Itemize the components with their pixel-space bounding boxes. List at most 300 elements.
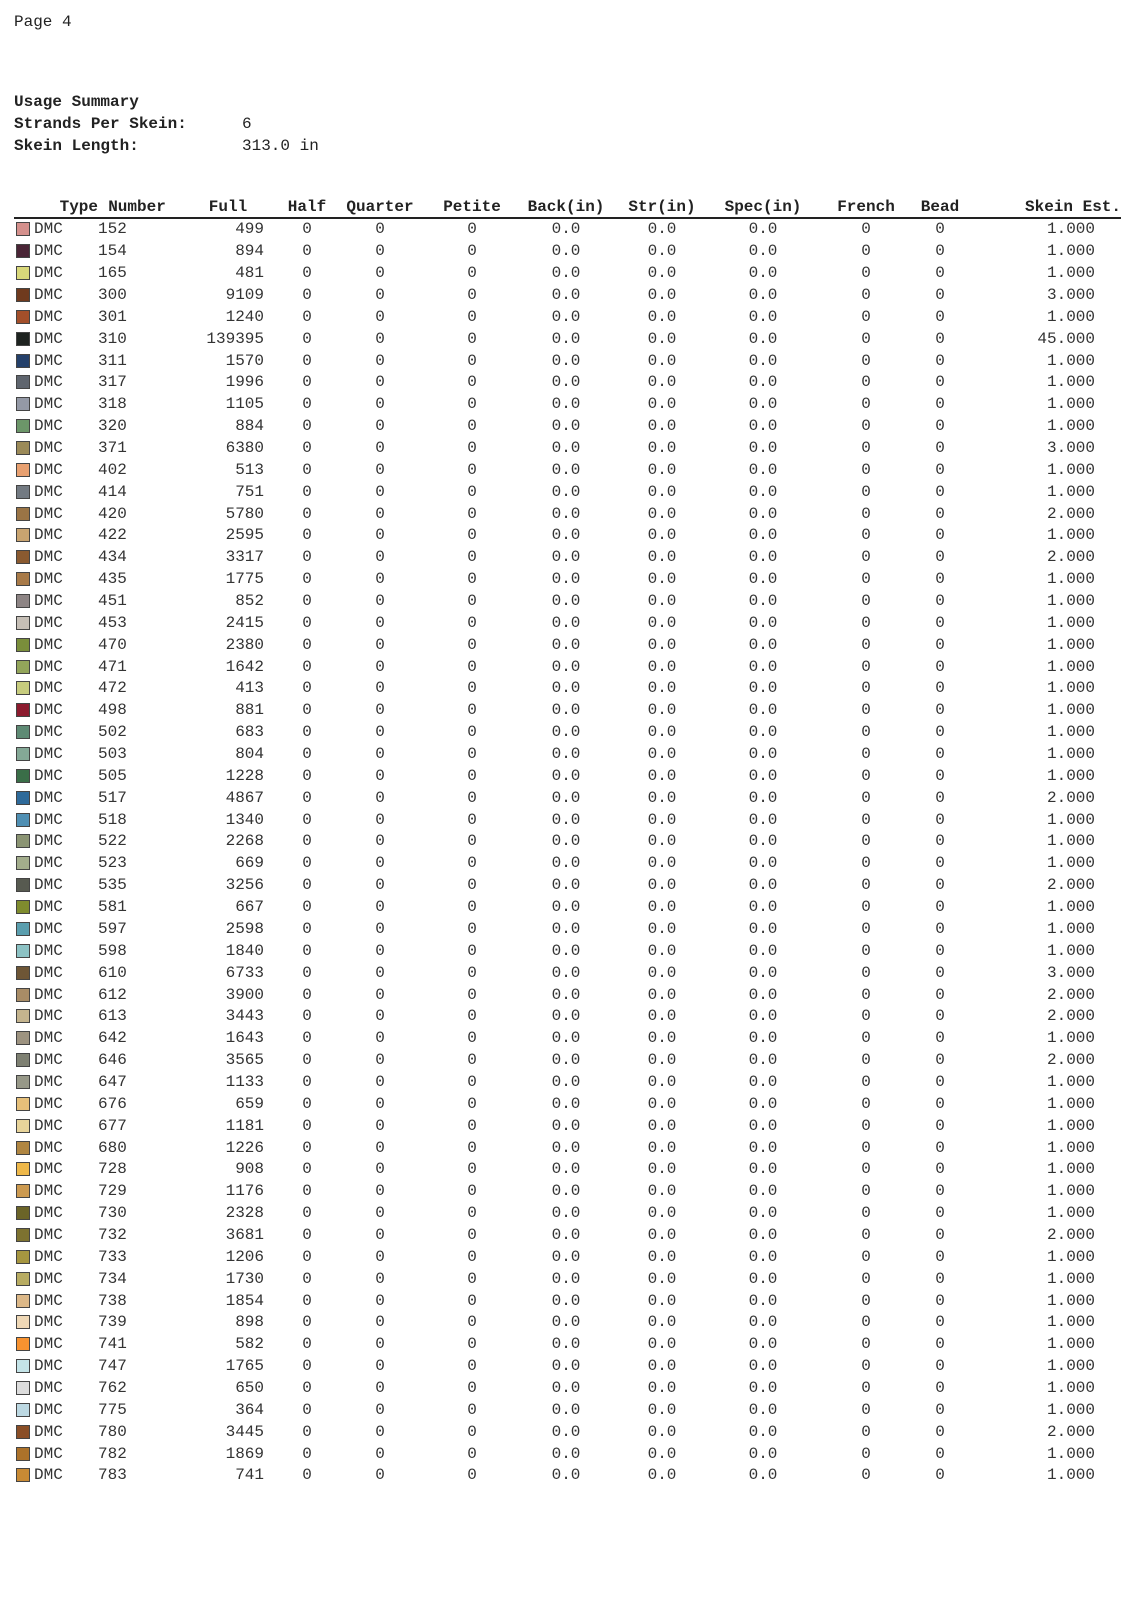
cell-skein-est: 2.000	[1046, 985, 1095, 1004]
type-label: DMC	[34, 723, 63, 742]
color-swatch-icon	[16, 244, 30, 258]
cell-petite: 0	[467, 788, 477, 807]
cell-skein-est: 3.000	[1046, 439, 1095, 458]
cell-quarter: 0	[375, 635, 385, 654]
cell-half: 0	[302, 264, 312, 283]
cell-number: 613	[98, 1007, 127, 1026]
color-swatch-icon	[16, 1447, 30, 1461]
color-swatch-icon	[16, 660, 30, 674]
cell-french: 0	[861, 1051, 871, 1070]
cell-french: 0	[861, 745, 871, 764]
cell-petite: 0	[467, 1466, 477, 1485]
cell-quarter: 0	[375, 1291, 385, 1310]
type-label: DMC	[34, 220, 63, 239]
type-label: DMC	[34, 1378, 63, 1397]
cell-back: 0.0	[551, 701, 581, 720]
cell-full: 1642	[225, 657, 264, 676]
cell-french: 0	[861, 1007, 871, 1026]
cell-number: 310	[98, 329, 127, 348]
cell-spec: 0.0	[748, 854, 778, 873]
cell-french: 0	[861, 1313, 871, 1332]
type-label: DMC	[34, 810, 63, 829]
cell-type	[14, 940, 98, 962]
table-row	[14, 372, 1121, 394]
cell-spec: 0.0	[748, 1204, 778, 1223]
type-label: DMC	[34, 395, 63, 414]
color-swatch-icon	[16, 1228, 30, 1242]
cell-half: 0	[302, 1444, 312, 1463]
cell-spec: 0.0	[748, 570, 778, 589]
cell-quarter: 0	[375, 373, 385, 392]
cell-type	[14, 1225, 98, 1247]
cell-full: 513	[235, 460, 264, 479]
color-swatch-icon	[16, 397, 30, 411]
cell-spec: 0.0	[748, 1444, 778, 1463]
cell-half: 0	[302, 1225, 312, 1244]
cell-number: 610	[98, 963, 127, 982]
cell-type	[14, 503, 98, 525]
cell-type	[14, 831, 98, 853]
type-label: DMC	[34, 264, 63, 283]
cell-str: 0.0	[647, 439, 677, 458]
cell-french: 0	[861, 264, 871, 283]
cell-type	[14, 1093, 98, 1115]
cell-type	[14, 1181, 98, 1203]
table-row	[14, 394, 1121, 416]
cell-type	[14, 1290, 98, 1312]
cell-french: 0	[861, 373, 871, 392]
cell-half: 0	[302, 1313, 312, 1332]
cell-full: 1228	[225, 766, 264, 785]
color-swatch-icon	[16, 1031, 30, 1045]
cell-quarter: 0	[375, 1422, 385, 1441]
color-swatch-icon	[16, 1075, 30, 1089]
cell-type	[14, 525, 98, 547]
cell-quarter: 0	[375, 810, 385, 829]
type-label: DMC	[34, 898, 63, 917]
cell-str: 0.0	[647, 810, 677, 829]
color-swatch-icon	[16, 332, 30, 346]
cell-type	[14, 1465, 98, 1487]
cell-half: 0	[302, 1335, 312, 1354]
cell-bead: 0	[935, 286, 945, 304]
type-label: DMC	[34, 1400, 63, 1419]
cell-half: 0	[302, 395, 312, 414]
table-row	[14, 612, 1121, 634]
table-row	[14, 1399, 1121, 1421]
cell-half: 0	[302, 329, 312, 348]
cell-french: 0	[861, 766, 871, 785]
table-row	[14, 962, 1121, 984]
cell-back: 0.0	[551, 788, 581, 807]
cell-number: 783	[98, 1466, 127, 1485]
cell-type	[14, 1378, 98, 1400]
cell-str: 0.0	[647, 963, 677, 982]
cell-skein-est: 1.000	[1046, 1400, 1095, 1419]
cell-str: 0.0	[647, 657, 677, 676]
cell-str: 0.0	[647, 504, 677, 523]
color-swatch-icon	[16, 1272, 30, 1286]
type-label: DMC	[34, 745, 63, 764]
cell-bead: 0	[935, 351, 945, 370]
cell-skein-est: 1.000	[1046, 679, 1095, 698]
type-label: DMC	[34, 1138, 63, 1157]
cell-petite: 0	[467, 307, 477, 326]
cell-full: 2380	[225, 635, 264, 654]
cell-type	[14, 875, 98, 897]
cell-half: 0	[302, 766, 312, 785]
cell-full: 1869	[225, 1444, 264, 1463]
strands-per-skein-row	[14, 113, 319, 135]
cell-bead: 0	[935, 1444, 945, 1463]
color-swatch-icon	[16, 354, 30, 368]
cell-half: 0	[302, 482, 312, 501]
cell-back: 0.0	[551, 504, 581, 523]
cell-str: 0.0	[647, 613, 677, 632]
cell-type	[14, 285, 98, 307]
type-label: DMC	[34, 460, 63, 479]
cell-quarter: 0	[375, 985, 385, 1004]
cell-skein-est: 1.000	[1046, 242, 1095, 261]
skein-length-value: 313.0 in	[242, 137, 319, 155]
cell-spec: 0.0	[748, 1138, 778, 1157]
cell-petite: 0	[467, 1269, 477, 1288]
cell-bead: 0	[935, 745, 945, 764]
cell-petite: 0	[467, 745, 477, 764]
color-swatch-icon	[16, 1468, 30, 1482]
cell-back: 0.0	[551, 985, 581, 1004]
cell-quarter: 0	[375, 679, 385, 698]
table-row	[14, 241, 1121, 263]
cell-str: 0.0	[647, 985, 677, 1004]
cell-quarter: 0	[375, 1160, 385, 1179]
cell-full: 3565	[225, 1051, 264, 1070]
cell-petite: 0	[467, 395, 477, 414]
cell-spec: 0.0	[748, 1094, 778, 1113]
cell-half: 0	[302, 1357, 312, 1376]
cell-number: 782	[98, 1444, 127, 1463]
color-swatch-icon	[16, 681, 30, 695]
cell-french: 0	[861, 723, 871, 742]
cell-str: 0.0	[647, 1138, 677, 1157]
cell-back: 0.0	[551, 417, 581, 436]
cell-french: 0	[861, 329, 871, 348]
cell-type	[14, 1399, 98, 1421]
cell-str: 0.0	[647, 286, 677, 304]
cell-full: 1996	[225, 373, 264, 392]
table-row	[14, 700, 1121, 722]
cell-bead: 0	[935, 242, 945, 261]
cell-skein-est: 3.000	[1046, 963, 1095, 982]
cell-spec: 0.0	[748, 810, 778, 829]
cell-number: 762	[98, 1378, 127, 1397]
cell-back: 0.0	[551, 1313, 581, 1332]
cell-spec: 0.0	[748, 1357, 778, 1376]
type-label: DMC	[34, 286, 63, 304]
cell-half: 0	[302, 679, 312, 698]
cell-skein-est: 1.000	[1046, 1182, 1095, 1201]
cell-spec: 0.0	[748, 613, 778, 632]
cell-petite: 0	[467, 526, 477, 545]
cell-quarter: 0	[375, 876, 385, 895]
color-swatch-icon	[16, 725, 30, 739]
cell-back: 0.0	[551, 1400, 581, 1419]
cell-bead: 0	[935, 373, 945, 392]
cell-quarter: 0	[375, 242, 385, 261]
skein-length-label: Skein Length:	[14, 137, 139, 155]
table-row	[14, 1421, 1121, 1443]
cell-str: 0.0	[647, 1357, 677, 1376]
color-swatch-icon	[16, 1359, 30, 1373]
table-row	[14, 1225, 1121, 1247]
type-label: DMC	[34, 242, 63, 261]
cell-back: 0.0	[551, 919, 581, 938]
cell-half: 0	[302, 1182, 312, 1201]
cell-type	[14, 1203, 98, 1225]
cell-spec: 0.0	[748, 1225, 778, 1244]
cell-spec: 0.0	[748, 766, 778, 785]
cell-petite: 0	[467, 635, 477, 654]
cell-bead: 0	[935, 1269, 945, 1288]
type-label: DMC	[34, 679, 63, 698]
table-row	[14, 1050, 1121, 1072]
cell-bead: 0	[935, 788, 945, 807]
cell-french: 0	[861, 1204, 871, 1223]
cell-half: 0	[302, 963, 312, 982]
cell-str: 0.0	[647, 242, 677, 261]
cell-petite: 0	[467, 417, 477, 436]
type-label: DMC	[34, 766, 63, 785]
cell-number: 453	[98, 613, 127, 632]
cell-back: 0.0	[551, 1422, 581, 1441]
cell-quarter: 0	[375, 1357, 385, 1376]
cell-str: 0.0	[647, 766, 677, 785]
cell-str: 0.0	[647, 570, 677, 589]
cell-french: 0	[861, 1291, 871, 1310]
cell-bead: 0	[935, 395, 945, 414]
cell-number: 451	[98, 592, 127, 611]
cell-bead: 0	[935, 1094, 945, 1113]
cell-french: 0	[861, 963, 871, 982]
cell-bead: 0	[935, 854, 945, 873]
cell-type	[14, 481, 98, 503]
cell-bead: 0	[935, 810, 945, 829]
cell-spec: 0.0	[748, 1247, 778, 1266]
cell-quarter: 0	[375, 592, 385, 611]
table-row	[14, 1378, 1121, 1400]
cell-number: 642	[98, 1029, 127, 1048]
table-row	[14, 328, 1121, 350]
cell-full: 2595	[225, 526, 264, 545]
type-label: DMC	[34, 1007, 63, 1026]
cell-bead: 0	[935, 1029, 945, 1048]
cell-bead: 0	[935, 1007, 945, 1026]
cell-bead: 0	[935, 1247, 945, 1266]
cell-type	[14, 765, 98, 787]
cell-bead: 0	[935, 1182, 945, 1201]
cell-str: 0.0	[647, 482, 677, 501]
cell-full: 683	[235, 723, 264, 742]
type-label: DMC	[34, 329, 63, 348]
cell-full: 413	[235, 679, 264, 698]
cell-type	[14, 962, 98, 984]
cell-type	[14, 394, 98, 416]
cell-full: 741	[235, 1466, 264, 1485]
table-row	[14, 897, 1121, 919]
cell-skein-est: 1.000	[1046, 854, 1095, 873]
cell-half: 0	[302, 941, 312, 960]
cell-quarter: 0	[375, 854, 385, 873]
cell-french: 0	[861, 417, 871, 436]
cell-str: 0.0	[647, 1378, 677, 1397]
type-label: DMC	[34, 417, 63, 436]
cell-back: 0.0	[551, 1182, 581, 1201]
cell-quarter: 0	[375, 307, 385, 326]
cell-quarter: 0	[375, 329, 385, 348]
type-label: DMC	[34, 919, 63, 938]
cell-quarter: 0	[375, 1138, 385, 1157]
cell-full: 2328	[225, 1204, 264, 1223]
cell-type	[14, 919, 98, 941]
color-swatch-icon	[16, 900, 30, 914]
cell-petite: 0	[467, 264, 477, 283]
cell-petite: 0	[467, 1357, 477, 1376]
cell-type	[14, 809, 98, 831]
cell-back: 0.0	[551, 548, 581, 567]
cell-half: 0	[302, 286, 312, 304]
cell-skein-est: 1.000	[1046, 351, 1095, 370]
cell-bead: 0	[935, 1204, 945, 1223]
cell-number: 676	[98, 1094, 127, 1113]
cell-full: 6733	[225, 963, 264, 982]
cell-french: 0	[861, 1378, 871, 1397]
cell-spec: 0.0	[748, 1422, 778, 1441]
table-row	[14, 1203, 1121, 1225]
cell-back: 0.0	[551, 1160, 581, 1179]
cell-type	[14, 1268, 98, 1290]
cell-french: 0	[861, 548, 871, 567]
cell-french: 0	[861, 657, 871, 676]
cell-petite: 0	[467, 570, 477, 589]
cell-full: 2598	[225, 919, 264, 938]
cell-full: 5780	[225, 504, 264, 523]
cell-half: 0	[302, 876, 312, 895]
cell-back: 0.0	[551, 373, 581, 392]
cell-number: 747	[98, 1357, 127, 1376]
cell-number: 729	[98, 1182, 127, 1201]
cell-back: 0.0	[551, 1051, 581, 1070]
cell-type	[14, 328, 98, 350]
cell-type	[14, 1028, 98, 1050]
cell-quarter: 0	[375, 766, 385, 785]
table-row	[14, 416, 1121, 438]
cell-skein-est: 1.000	[1046, 307, 1095, 326]
cell-spec: 0.0	[748, 1160, 778, 1179]
cell-quarter: 0	[375, 1400, 385, 1419]
color-swatch-icon	[16, 1141, 30, 1155]
cell-half: 0	[302, 1269, 312, 1288]
cell-petite: 0	[467, 439, 477, 458]
color-swatch-icon	[16, 572, 30, 586]
cell-spec: 0.0	[748, 898, 778, 917]
cell-number: 730	[98, 1204, 127, 1223]
cell-number: 301	[98, 307, 127, 326]
type-label: DMC	[34, 1466, 63, 1485]
type-label: DMC	[34, 592, 63, 611]
cell-french: 0	[861, 788, 871, 807]
cell-half: 0	[302, 723, 312, 742]
cell-full: 1854	[225, 1291, 264, 1310]
color-swatch-icon	[16, 419, 30, 433]
cell-spec: 0.0	[748, 745, 778, 764]
cell-full: 4867	[225, 788, 264, 807]
cell-spec: 0.0	[748, 220, 778, 239]
cell-number: 728	[98, 1160, 127, 1179]
cell-french: 0	[861, 1247, 871, 1266]
type-label: DMC	[34, 1357, 63, 1376]
cell-quarter: 0	[375, 963, 385, 982]
cell-str: 0.0	[647, 417, 677, 436]
cell-french: 0	[861, 242, 871, 261]
strands-label: Strands Per Skein:	[14, 115, 187, 133]
cell-number: 677	[98, 1116, 127, 1135]
cell-bead: 0	[935, 570, 945, 589]
color-swatch-icon	[16, 485, 30, 499]
cell-half: 0	[302, 592, 312, 611]
cell-back: 0.0	[551, 482, 581, 501]
cell-spec: 0.0	[748, 919, 778, 938]
type-label: DMC	[34, 570, 63, 589]
color-swatch-icon	[16, 1184, 30, 1198]
cell-skein-est: 1.000	[1046, 745, 1095, 764]
table-row	[14, 350, 1121, 372]
type-label: DMC	[34, 439, 63, 458]
cell-spec: 0.0	[748, 1072, 778, 1091]
color-swatch-icon	[16, 616, 30, 630]
cell-bead: 0	[935, 1335, 945, 1354]
col-header-full: Full	[176, 197, 280, 218]
type-label: DMC	[34, 1291, 63, 1310]
cell-spec: 0.0	[748, 1029, 778, 1048]
cell-quarter: 0	[375, 788, 385, 807]
cell-spec: 0.0	[748, 329, 778, 348]
type-label: DMC	[34, 1313, 63, 1332]
cell-quarter: 0	[375, 1051, 385, 1070]
cell-quarter: 0	[375, 1378, 385, 1397]
cell-spec: 0.0	[748, 351, 778, 370]
cell-full: 499	[235, 220, 264, 239]
cell-str: 0.0	[647, 941, 677, 960]
color-swatch-icon	[16, 1403, 30, 1417]
cell-half: 0	[302, 810, 312, 829]
cell-half: 0	[302, 1138, 312, 1157]
cell-back: 0.0	[551, 1466, 581, 1485]
cell-bead: 0	[935, 963, 945, 982]
cell-number: 581	[98, 898, 127, 917]
cell-french: 0	[861, 635, 871, 654]
cell-petite: 0	[467, 723, 477, 742]
cell-number: 739	[98, 1313, 127, 1332]
cell-number: 502	[98, 723, 127, 742]
cell-type	[14, 372, 98, 394]
table-row	[14, 459, 1121, 481]
cell-full: 751	[235, 482, 264, 501]
cell-number: 680	[98, 1138, 127, 1157]
cell-half: 0	[302, 460, 312, 479]
cell-back: 0.0	[551, 1007, 581, 1026]
cell-str: 0.0	[647, 329, 677, 348]
cell-number: 435	[98, 570, 127, 589]
